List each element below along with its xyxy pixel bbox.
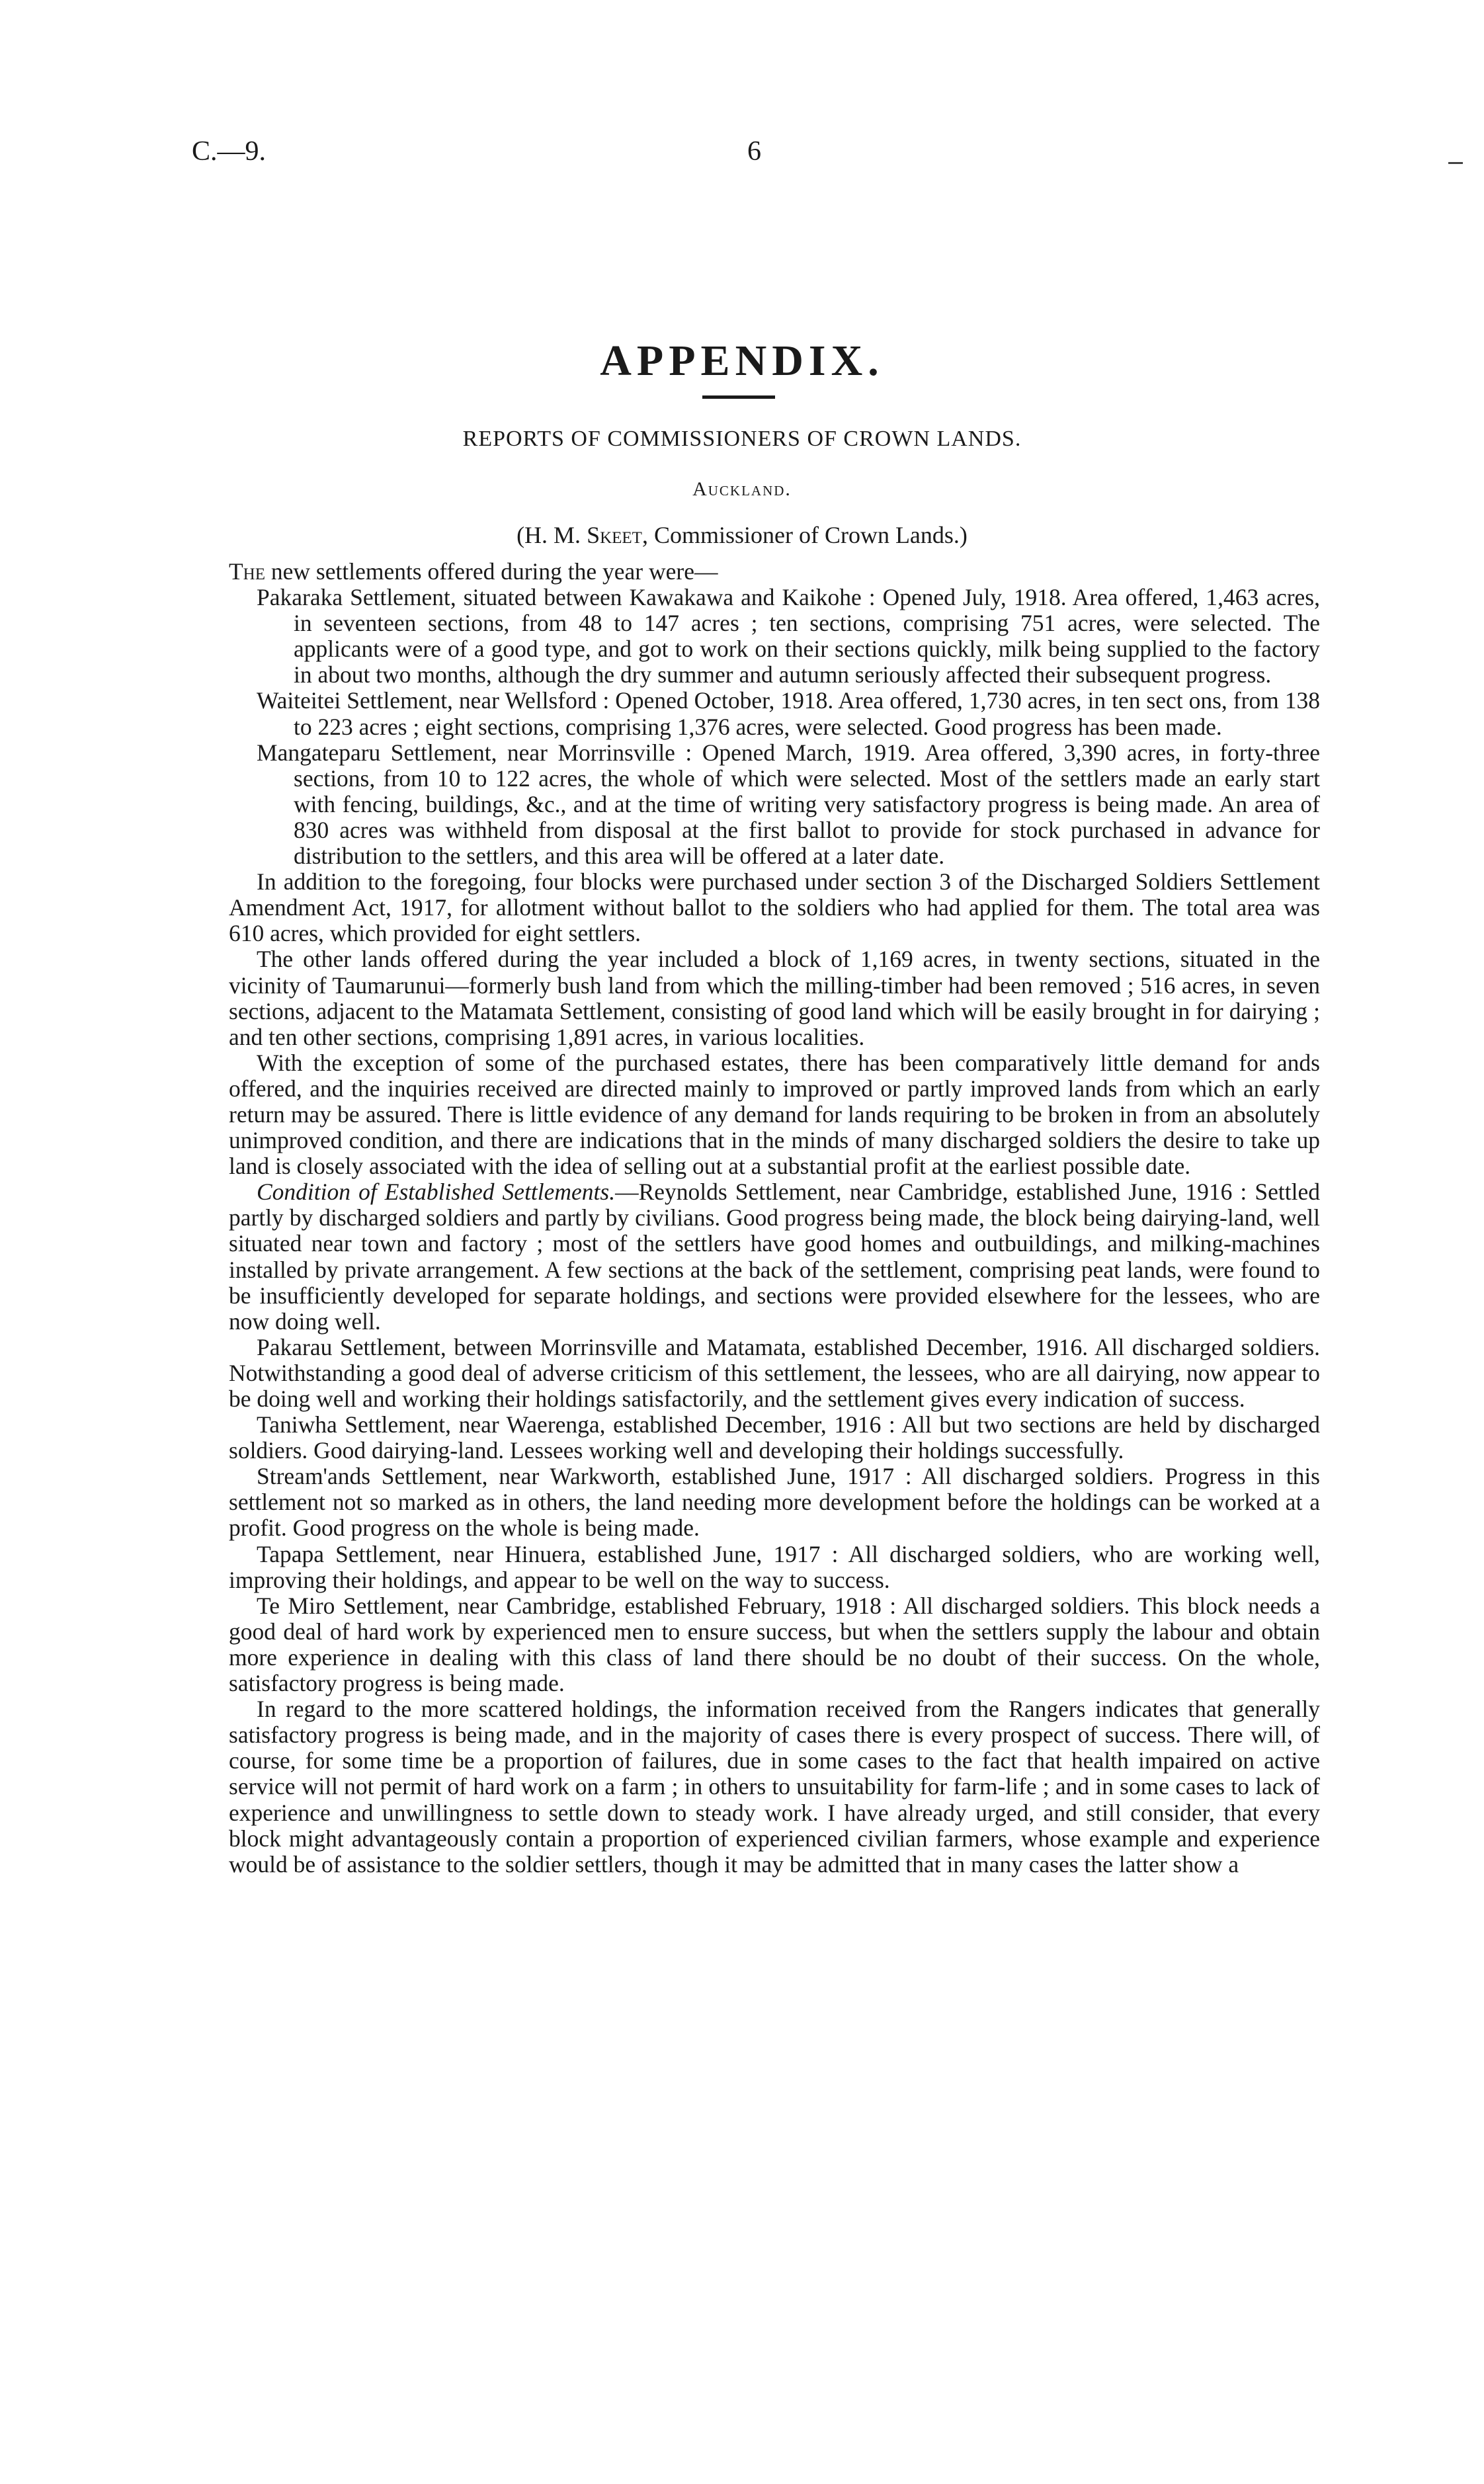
- closing-paragraph: In regard to the more scattered holdings, the information received from the Rangers indicates that generally satisfactory progress is being made, and in the majority of cases there is every prospect of success. There will, of course, for some time be a proportion of failures, due in some cases to the fact that health impaired on active service will not permit of hard work on a farm ; in others to unsuitability for farm-life ; and in some cases to lack of experience and unwillingness to settle down to steady work. I have already urged, and still consider, that every block might advantageously contain a proportion of experienced civilian farmers, whose example and experience would be of assistance to the soldier settlers, though it may be admitted that in many cases the latter show a: [229, 1696, 1320, 1878]
- intro-line: [229, 559, 1320, 585]
- established-settlement-item: Taniwha Settlement, near Waerenga, established December, 1916 : All but two sections are held by discharged soldiers. Good dairying-land. Lessees working well and developing their holdings successfully.: [229, 1411, 1320, 1464]
- commissioner-surname: Skeet: [587, 522, 642, 548]
- document-reference: C.—9.: [192, 136, 267, 167]
- commissioner-rest: , Commissioner of Crown Lands.): [641, 522, 968, 548]
- settlement-offered-item: Mangateparu Settlement, near Morrinsville : Opened March, 1919. Area offered, 3,390 acres, in forty-three sections, from 10 to 122 acres, the whole of which were selected. Most of the settlers made an early start with fencing, buildings, &c., and at the time of writing very satisfactory progress is being made. An area of 830 acres was withheld from disposal at the first ballot to provide for stock purchased in advance for distribution to the settlers, and this area will be offered at a later date.: [257, 739, 1320, 870]
- settlement-offered-item: Pakaraka Settlement, situated between Kawakawa and Kaikohe : Opened July, 1918. Area offered, 1,463 acres, in seventeen sections, from 48 to 147 acres ; ten sections, comprising 751 acres, were selected. The applicants were of a good type, and got to work on their sections quickly, milk being supplied to the factory in about two months, although the dry summer and autumn seriously affected their subsequent progress.: [257, 584, 1320, 688]
- paragraph: In addition to the foregoing, four blocks were purchased under section 3 of the Discharged Soldiers Settlement Amendment Act, 1917, for allotment without ballot to the soldiers who had applied for them. The total area was 610 acres, which provided for eight settlers.: [229, 868, 1320, 947]
- title-rule: [702, 395, 775, 399]
- paragraph: With the exception of some of the purchased estates, there has been comparatively little demand for ands offered, and the inquiries received are directed mainly to improved or partly improved lands from which an early return may be assured. There is little evidence of any demand for lands requiring to be broken in from an absolutely unimproved condition, and there are indications that in the minds of many discharged soldiers the desire to take up land is closely associated with the idea of selling out at a substantial profit at the earliest possible date.: [229, 1049, 1320, 1180]
- established-first-text: —Reynolds Settlement, near Cambridge, established June, 1916 : Settled partly by discharged soldiers and partly by civilians. Good progress being made, the block being dairying-land, well situated near town and factory ; most of the settlers have good homes and outbuildings, and milking-machines installed by private arrangement. A few sections at the back of the settlement, comprising peat lands, were found to be insufficiently developed for separate holdings, and sections were provided elsewhere for the lessees, who are now doing well.: [229, 1179, 1320, 1335]
- appendix-title: APPENDIX.: [600, 337, 884, 385]
- intro-rest: new settlements offered during the year were—: [265, 558, 718, 585]
- established-settlement-item: Tapapa Settlement, near Hinuera, established June, 1917 : All discharged soldiers, who are working well, improving their holdings, and appear to be well on the way to success.: [229, 1540, 1320, 1593]
- settlement-offered-item: Waiteitei Settlement, near Wellsford : Opened October, 1918. Area offered, 1,730 acres, in ten sect ons, from 138 to 223 acres ; eight sections, comprising 1,376 acres, were selected. Good progress has been made.: [257, 687, 1320, 740]
- report-body: [229, 559, 1320, 1878]
- established-settlement-item: Stream'ands Settlement, near Warkworth, established June, 1917 : All discharged soldiers. Progress in this settlement not so marked as in others, the land needing more development before the holdings can be worked at a profit. Good progress on the whole is being made.: [229, 1463, 1320, 1542]
- established-heading: Condition of Established Settlements.: [257, 1179, 616, 1206]
- page-header: [192, 136, 1484, 175]
- intro-lead: The: [229, 558, 266, 585]
- established-settlements-paragraph: [229, 1179, 1320, 1335]
- commissioner-open: (H. M.: [516, 522, 587, 548]
- established-settlement-item: Pakarau Settlement, between Morrinsville and Matamata, established December, 1916. All discharged soldiers. Notwithstanding a good deal of adverse criticism of this settlement, the lessees, who are all dairying, now appear to be doing well and working their holdings satisfactorily, and the settlement gives every indication of success.: [229, 1333, 1320, 1412]
- commissioner-line: [0, 521, 1484, 549]
- header-dash: [1448, 162, 1463, 164]
- region-heading: Auckland.: [692, 478, 792, 500]
- established-settlement-item: Te Miro Settlement, near Cambridge, established February, 1918 : All discharged soldiers. This block needs a good deal of hard work by experienced men to ensure success, but when the settlers supply the labour and obtain more experience in dealing with this class of land there should be no doubt of their success. On the whole, satisfactory progress is being made.: [229, 1592, 1320, 1697]
- section-subtitle: REPORTS OF COMMISSIONERS OF CROWN LANDS.: [462, 427, 1022, 451]
- paragraph: The other lands offered during the year included a block of 1,169 acres, in twenty sections, situated in the vicinity of Taumarunui—formerly bush land from which the milling-timber had been removed ; 516 acres, in seven sections, adjacent to the Matamata Settlement, consisting of good land which will be easily brought in for dairying ; and ten other sections, comprising 1,891 acres, in various localities.: [229, 946, 1320, 1050]
- page-number: 6: [747, 136, 761, 167]
